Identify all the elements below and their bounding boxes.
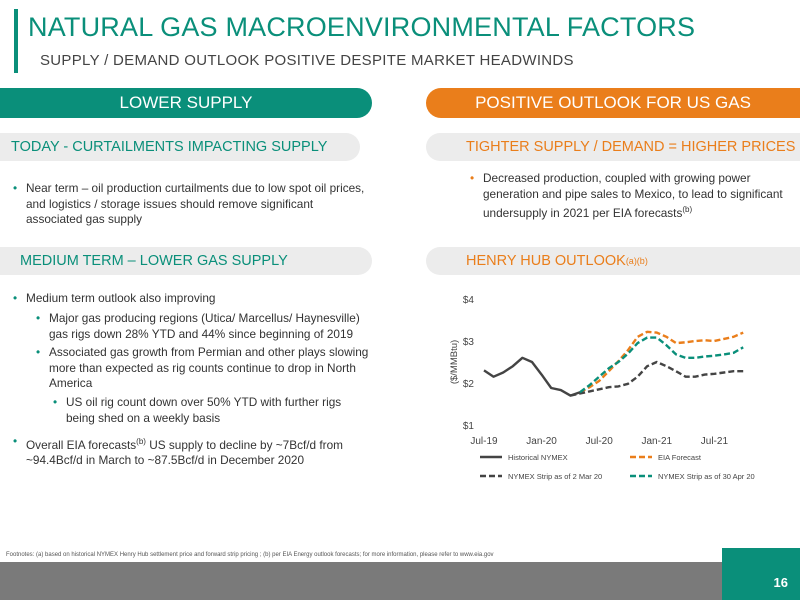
footnote: Footnotes: (a) based on historical NYMEX Henry Hub settlement price and forward strip pricing ; (b) per EIA Energy outlook forecasts; for more information, please refer to www.eia.gov	[0, 548, 722, 562]
x-tick-label: Jan-21	[641, 436, 673, 447]
tighter-superscript: (b)	[682, 205, 693, 214]
tighter-bullet-text: Decreased production, coupled with growing power generation and pipe sales to Mexico, to lead to significant undersupply in 2021 per EIA forecasts	[483, 171, 783, 220]
lower-supply-label: LOWER SUPPLY	[119, 93, 253, 112]
medium-term-section-header	[0, 247, 372, 275]
eia-text-a: Overall EIA forecasts	[26, 437, 137, 452]
henry-header-label: HENRY HUB OUTLOOK	[466, 253, 626, 269]
eia-text-b: US supply to decline by ~7Bcf/d from ~94.4Bcf/d in March to ~87.5Bcf/d in December 2020	[26, 437, 343, 468]
sub-bullet-gas-rigs: • Major gas producing regions (Utica/ Marcellus/ Haynesville) gas rigs down 28% YTD and 44% since beginning of 2019	[49, 311, 379, 342]
page-subtitle: SUPPLY / DEMAND OUTLOOK POSITIVE DESPITE MARKET HEADWINDS	[40, 52, 574, 69]
positive-outlook-banner	[426, 88, 800, 118]
sub-sub-bullet-oil-rigs: • US oil rig count down over 50% YTD with further rigs being shed on a weekly basis	[66, 395, 366, 426]
x-tick-label: Jul-20	[585, 436, 613, 447]
tighter-supply-section-header	[426, 133, 800, 161]
tighter-bullet	[483, 171, 783, 221]
medium-bullet: • Medium term outlook also improving	[26, 291, 366, 307]
tighter-header-label: TIGHTER SUPPLY / DEMAND = HIGHER PRICES	[466, 139, 796, 155]
y-tick-label: $3	[462, 337, 474, 348]
y-tick-label: $4	[462, 295, 474, 306]
positive-outlook-label: POSITIVE OUTLOOK FOR US GAS	[475, 93, 751, 112]
today-header-label: TODAY - CURTAILMENTS IMPACTING SUPPLY	[11, 139, 328, 155]
sub-bullet-associated-gas: • Associated gas growth from Permian and other plays slowing more than expected as rig counts continue to drop in North America	[49, 345, 379, 392]
henry-hub-chart	[440, 282, 785, 487]
today-section-header	[0, 133, 360, 161]
henry-hub-section-header	[426, 247, 800, 275]
x-tick-label: Jan-20	[526, 436, 557, 447]
legend-label-1: Historical NYMEX	[508, 453, 568, 462]
today-bullet: • Near term – oil production curtailments due to low spot oil prices, and logistics / storage issues should remove significant associated gas supply	[26, 181, 366, 228]
x-tick-label: Jul-19	[470, 436, 498, 447]
y-tick-label: $1	[462, 421, 474, 432]
medium-header-label: MEDIUM TERM – LOWER GAS SUPPLY	[20, 253, 288, 269]
page-number-box	[722, 548, 800, 600]
y-axis-label: ($/MMBtu)	[449, 339, 460, 385]
legend-label-4: NYMEX Strip as of 30 Apr 20	[658, 472, 755, 481]
legend-label-3: NYMEX Strip as of 2 Mar 20	[508, 472, 603, 481]
page-title: NATURAL GAS MACROENVIRONMENTAL FACTORS	[28, 12, 696, 42]
series-line-1	[484, 358, 580, 396]
page-number: 16	[773, 575, 788, 590]
x-tick-label: Jul-21	[700, 436, 729, 447]
eia-supply-bullet	[26, 434, 366, 469]
henry-superscript: (a)(b)	[625, 256, 648, 266]
y-tick-label: $2	[462, 379, 474, 390]
legend-label-2: EIA Forecast	[658, 453, 701, 462]
lower-supply-banner	[0, 88, 372, 118]
title-accent-bar	[14, 9, 18, 73]
eia-superscript: (b)	[136, 437, 146, 446]
